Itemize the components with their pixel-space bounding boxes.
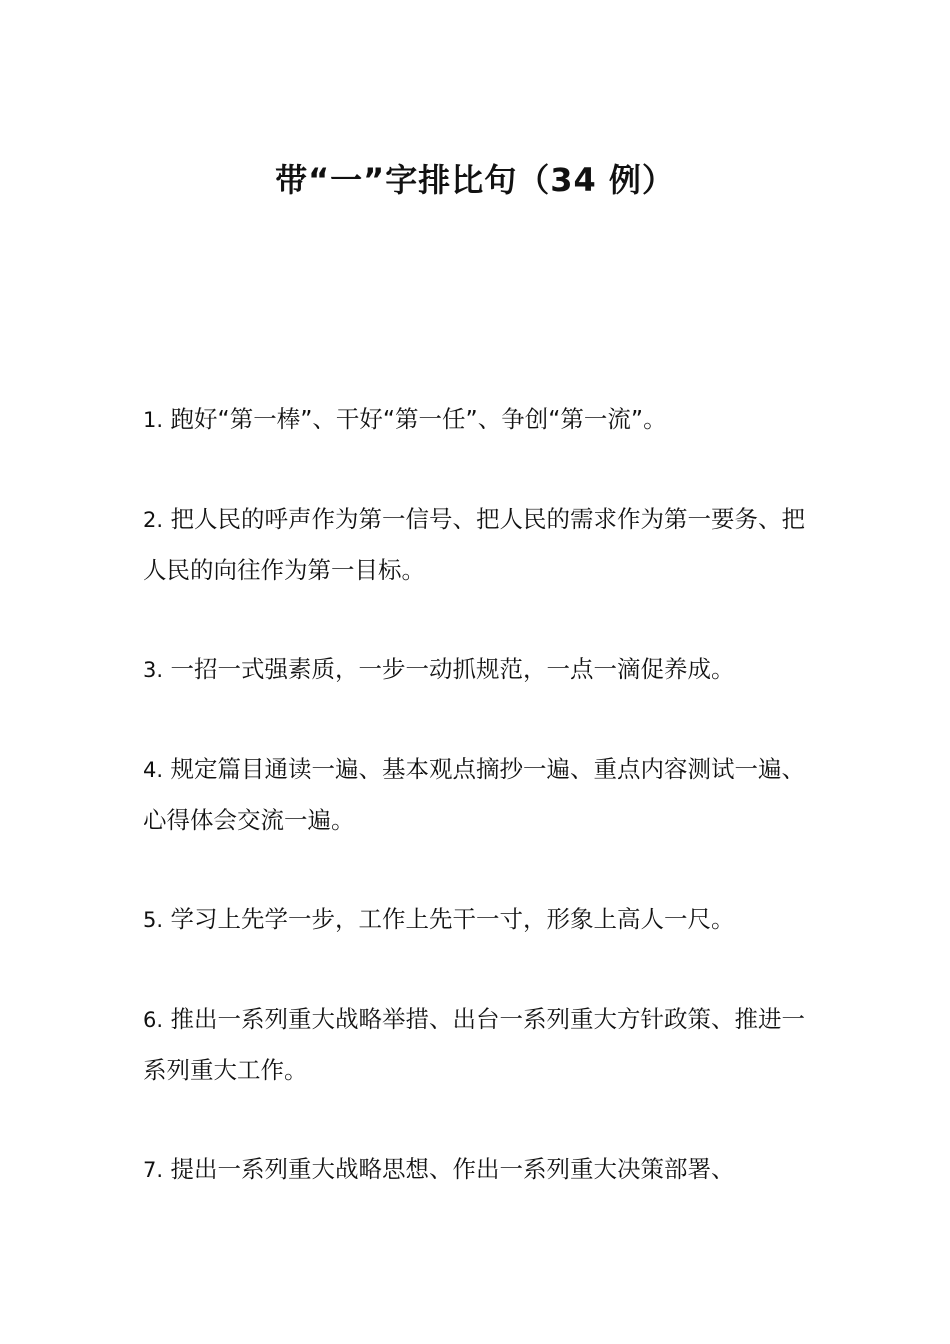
item-text: 学习上先学一步，工作上先干一寸，形象上高人一尺。 <box>170 905 735 933</box>
item-number: 7. <box>143 1158 164 1182</box>
item-text: 跑好“第一棒”、干好“第一任”、争创“第一流”。 <box>170 405 667 433</box>
sentence-list <box>143 394 813 1244</box>
item-number: 4. <box>143 758 164 782</box>
list-item <box>143 1144 813 1195</box>
list-item <box>143 644 813 695</box>
item-text: 一招一式强素质，一步一动抓规范，一点一滴促养成。 <box>170 655 735 683</box>
list-item <box>143 744 813 845</box>
item-number: 5. <box>143 908 164 932</box>
list-item <box>143 494 813 595</box>
item-number: 2. <box>143 508 164 532</box>
list-item <box>143 894 813 945</box>
item-number: 6. <box>143 1008 164 1032</box>
item-text: 把人民的呼声作为第一信号、把人民的需求作为第一要务、把人民的向往作为第一目标。 <box>143 505 806 584</box>
item-text: 推出一系列重大战略举措、出台一系列重大方针政策、推进一系列重大工作。 <box>143 1005 806 1084</box>
item-text: 提出一系列重大战略思想、作出一系列重大决策部署、 <box>170 1155 735 1183</box>
item-text: 规定篇目通读一遍、基本观点摘抄一遍、重点内容测试一遍、心得体会交流一遍。 <box>143 755 806 834</box>
list-item <box>143 394 813 445</box>
list-item <box>143 994 813 1095</box>
item-number: 1. <box>143 408 164 432</box>
item-number: 3. <box>143 658 164 682</box>
page-title: 带“一”字排比句（34 例） <box>275 161 675 199</box>
